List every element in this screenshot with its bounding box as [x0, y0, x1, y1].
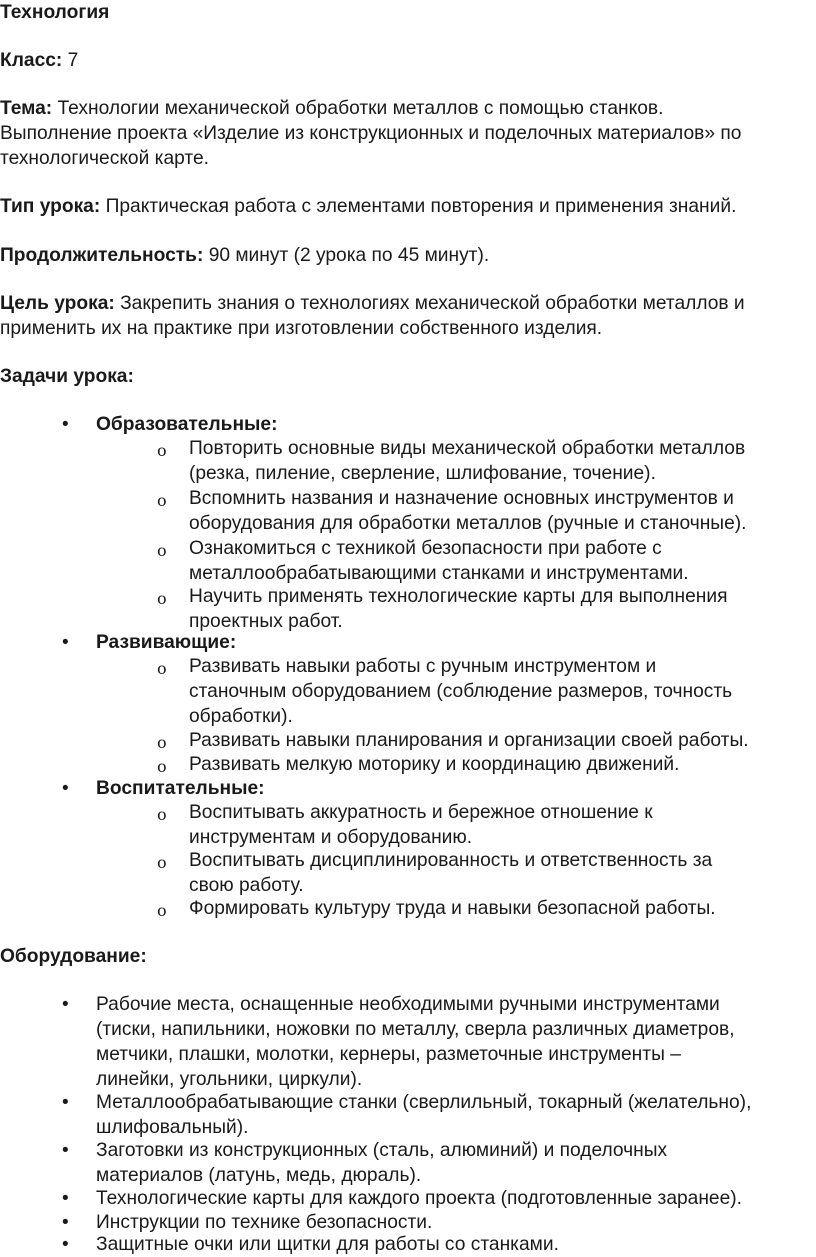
equipment-bullet: •	[62, 994, 69, 1015]
tasks-group-upbringing: Воспитательные:	[96, 778, 265, 799]
equipment-bullet: •	[62, 1188, 69, 1209]
sub-bullet: o	[157, 659, 167, 678]
equipment-item: Технологические карты для каждого проекта (подготовленные заранее).	[96, 1188, 742, 1209]
tasks-heading: Задачи урока:	[0, 366, 134, 387]
task-item: Воспитывать аккуратность и бережное отношение к инструментам и оборудованию.	[189, 802, 653, 848]
lesson-type-line: Тип урока: Практическая работа с элементами повторения и применения знаний.	[0, 196, 737, 217]
sub-bullet: o	[157, 541, 167, 560]
sub-bullet: o	[157, 805, 167, 824]
equipment-item: Инструкции по технике безопасности.	[96, 1212, 433, 1233]
equipment-item: Защитные очки или щитки для работы со станками.	[96, 1234, 559, 1255]
equipment-heading: Оборудование:	[0, 946, 147, 967]
topic-line-2: Выполнение проекта «Изделие из конструкционных и поделочных материалов» по	[0, 123, 742, 144]
group-bullet: •	[62, 632, 69, 653]
task-item: Вспомнить названия и назначение основных инструментов и оборудования для обработки металлов (ручные и станочные).	[189, 488, 747, 534]
equipment-bullet: •	[62, 1234, 69, 1255]
equipment-bullet: •	[62, 1092, 69, 1113]
duration-line: Продолжительность: 90 минут (2 урока по 45 минут).	[0, 245, 490, 266]
topic-line-1: Тема: Технологии механической обработки металлов с помощью станков.	[0, 98, 664, 119]
goal-line-1: Цель урока: Закрепить знания о технологиях механической обработки металлов и	[0, 293, 745, 314]
task-item: Формировать культуру труда и навыки безопасной работы.	[189, 898, 716, 919]
topic-line-3: технологической карте.	[0, 148, 209, 169]
sub-bullet: o	[157, 589, 167, 608]
task-item: Повторить основные виды механической обработки металлов (резка, пиление, сверление, шлифование, точение).	[189, 438, 746, 484]
tasks-group-educational: Образовательные:	[96, 414, 278, 435]
group-bullet: •	[62, 414, 69, 435]
subject-heading: Технология	[0, 2, 110, 23]
task-item: Научить применять технологические карты для выполнения проектных работ.	[189, 586, 728, 632]
tasks-group-developing: Развивающие:	[96, 632, 237, 653]
equipment-item: Заготовки из конструкционных (сталь, алюминий) и поделочных материалов (латунь, медь, дюраль).	[96, 1140, 668, 1186]
equipment-item: Металлообрабатывающие станки (сверлильный, токарный (желательно), шлифовальный).	[96, 1092, 752, 1138]
task-item: Ознакомиться с техникой безопасности при работе с металлообрабатывающими станками и инструментами.	[189, 538, 689, 584]
task-item: Развивать мелкую моторику и координацию движений.	[189, 754, 680, 775]
task-item: Воспитывать дисциплинированность и ответственность за свою работу.	[189, 850, 713, 896]
task-item: Развивать навыки работы с ручным инструментом и станочным оборудованием (соблюдение размеров, точность обработки).	[189, 656, 733, 727]
equipment-item: Рабочие места, оснащенные необходимыми ручными инструментами (тиски, напильники, ножовки по металлу, сверла различных диаметров, метчики, плашки, молотки, кернеры, разметочные инструменты – линейки, угольники, циркули).	[96, 994, 735, 1090]
sub-bullet: o	[157, 757, 167, 776]
sub-bullet: o	[157, 441, 167, 460]
class-line: Класс: 7	[0, 50, 79, 71]
goal-line-2: применить их на практике при изготовлении собственного изделия.	[0, 318, 603, 339]
equipment-bullet: •	[62, 1212, 69, 1233]
task-item: Развивать навыки планирования и организации своей работы.	[189, 730, 749, 751]
sub-bullet: o	[157, 491, 167, 510]
sub-bullet: o	[157, 733, 167, 752]
sub-bullet: o	[157, 901, 167, 920]
equipment-bullet: •	[62, 1140, 69, 1161]
group-bullet: •	[62, 778, 69, 799]
sub-bullet: o	[157, 853, 167, 872]
